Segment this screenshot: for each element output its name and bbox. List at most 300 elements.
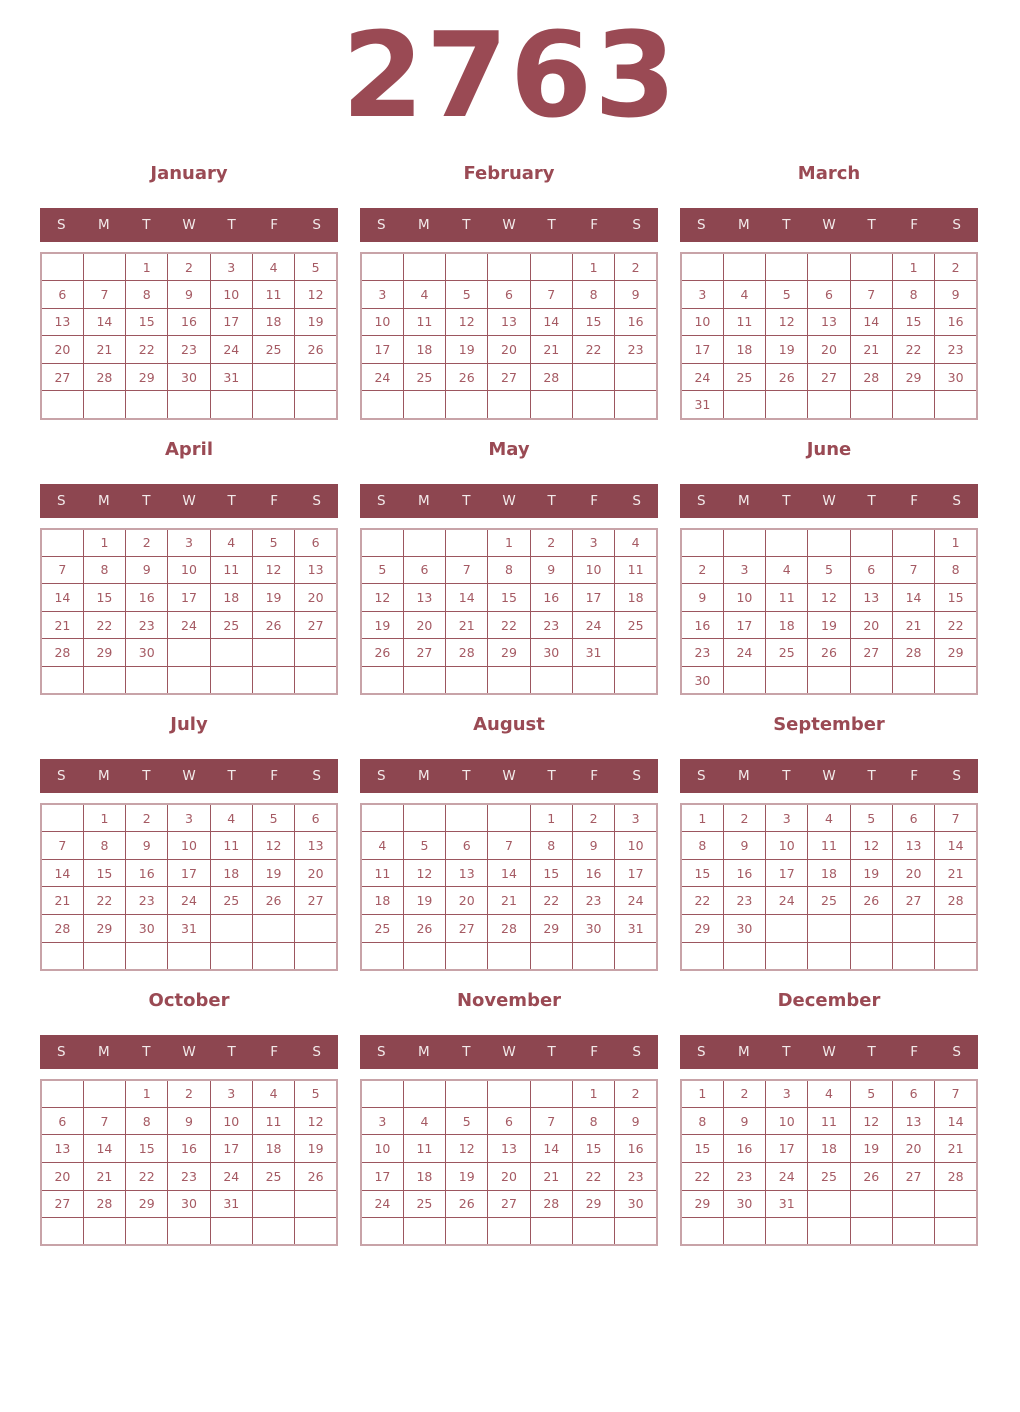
weekday-label: S	[696, 1043, 706, 1060]
month-title: April	[164, 438, 214, 460]
day-cell	[615, 391, 657, 419]
day-cell: 5	[252, 529, 294, 557]
month-table	[680, 528, 978, 696]
day-cell: 30	[572, 915, 614, 943]
day-cell	[83, 667, 125, 695]
day-cell: 21	[41, 887, 83, 915]
day-cell	[41, 942, 83, 970]
day-cell	[41, 804, 83, 832]
month-table	[360, 252, 658, 420]
week-row	[681, 1162, 977, 1190]
day-cell: 23	[723, 887, 765, 915]
day-cell	[41, 667, 83, 695]
day-cell: 15	[572, 1135, 614, 1163]
day-cell: 29	[530, 915, 572, 943]
weekday-label: W	[182, 768, 196, 785]
weekday-label: S	[312, 217, 321, 233]
day-cell: 25	[615, 611, 657, 639]
day-cell	[252, 363, 294, 391]
weekday-label: M	[738, 217, 750, 233]
weekday-label: T	[227, 1043, 236, 1060]
day-cell: 20	[892, 1135, 934, 1163]
month-block	[680, 716, 978, 971]
day-cell: 29	[935, 639, 977, 667]
month-title: November	[456, 989, 562, 1011]
day-cell	[361, 1080, 403, 1108]
day-cell	[168, 667, 210, 695]
day-cell: 19	[808, 611, 850, 639]
day-cell	[808, 391, 850, 419]
day-cell: 5	[808, 556, 850, 584]
day-cell: 21	[446, 611, 488, 639]
day-cell	[766, 915, 808, 943]
day-cell: 11	[403, 308, 445, 336]
day-cell: 12	[361, 584, 403, 612]
day-cell: 16	[168, 308, 210, 336]
day-cell	[446, 529, 488, 557]
day-cell: 15	[83, 584, 125, 612]
day-cell: 6	[488, 281, 530, 309]
day-cell: 21	[83, 336, 125, 364]
day-cell: 30	[681, 667, 723, 695]
day-cell: 3	[168, 804, 210, 832]
day-cell: 22	[572, 336, 614, 364]
day-cell: 17	[361, 336, 403, 364]
day-cell	[615, 639, 657, 667]
day-cell: 11	[723, 308, 765, 336]
day-cell: 13	[41, 1135, 83, 1163]
day-cell: 28	[41, 639, 83, 667]
weekday-label: T	[462, 768, 471, 785]
day-cell: 27	[446, 915, 488, 943]
day-cell	[361, 529, 403, 557]
day-cell	[572, 1218, 614, 1246]
weekday-label: M	[98, 492, 110, 509]
weekday-label: M	[418, 217, 430, 233]
day-cell: 7	[850, 281, 892, 309]
day-cell	[295, 1218, 337, 1246]
day-cell	[766, 529, 808, 557]
day-cell: 5	[446, 281, 488, 309]
day-cell: 24	[615, 887, 657, 915]
weekday-label: S	[632, 217, 641, 233]
day-cell: 5	[446, 1107, 488, 1135]
day-cell: 30	[530, 639, 572, 667]
weekday-label: T	[227, 768, 236, 785]
weekday-header	[40, 759, 338, 793]
day-cell: 15	[83, 859, 125, 887]
day-cell	[83, 253, 125, 281]
day-cell	[723, 529, 765, 557]
week-row	[41, 832, 337, 860]
day-cell	[850, 253, 892, 281]
day-cell: 2	[681, 556, 723, 584]
day-cell: 12	[850, 832, 892, 860]
weekday-label: W	[502, 1043, 516, 1060]
week-row	[681, 887, 977, 915]
day-cell	[403, 529, 445, 557]
day-cell: 11	[252, 1107, 294, 1135]
day-cell: 25	[361, 915, 403, 943]
day-cell: 14	[488, 859, 530, 887]
day-cell: 26	[446, 1190, 488, 1218]
weekday-label: T	[142, 217, 151, 233]
month-block	[360, 165, 658, 420]
day-cell	[295, 667, 337, 695]
day-cell	[530, 667, 572, 695]
month-title: December	[777, 989, 881, 1011]
day-cell	[681, 1218, 723, 1246]
weekday-label: S	[632, 492, 641, 509]
day-cell: 10	[210, 281, 252, 309]
day-cell	[210, 942, 252, 970]
day-cell: 28	[892, 639, 934, 667]
day-cell: 22	[83, 611, 125, 639]
day-cell: 2	[168, 253, 210, 281]
day-cell: 26	[403, 915, 445, 943]
week-row	[681, 1218, 977, 1246]
day-cell	[572, 391, 614, 419]
day-cell: 7	[488, 832, 530, 860]
day-cell: 23	[615, 336, 657, 364]
week-row	[41, 529, 337, 557]
day-cell: 14	[41, 584, 83, 612]
day-cell: 28	[935, 1162, 977, 1190]
day-cell: 5	[361, 556, 403, 584]
day-cell	[808, 1190, 850, 1218]
day-cell: 18	[210, 584, 252, 612]
week-row	[681, 804, 977, 832]
day-cell: 28	[530, 1190, 572, 1218]
day-cell: 18	[403, 336, 445, 364]
weekday-label: T	[782, 768, 791, 785]
day-cell: 27	[41, 363, 83, 391]
weekday-label: T	[782, 492, 791, 509]
weekday-label: S	[56, 492, 66, 509]
weekday-header	[40, 484, 338, 518]
weekday-label: S	[56, 1043, 66, 1060]
day-cell: 29	[681, 1190, 723, 1218]
day-cell	[892, 915, 934, 943]
week-row	[361, 1107, 657, 1135]
day-cell	[488, 667, 530, 695]
day-cell	[83, 391, 125, 419]
day-cell: 17	[361, 1162, 403, 1190]
weekday-header	[360, 1035, 658, 1069]
day-cell: 12	[766, 308, 808, 336]
day-cell: 16	[615, 1135, 657, 1163]
day-cell: 4	[615, 529, 657, 557]
weekday-label: M	[418, 768, 430, 785]
day-cell	[766, 253, 808, 281]
day-cell: 8	[488, 556, 530, 584]
day-cell	[83, 1080, 125, 1108]
day-cell: 18	[766, 611, 808, 639]
day-cell	[850, 1190, 892, 1218]
day-cell: 15	[126, 1135, 168, 1163]
day-cell: 12	[252, 556, 294, 584]
day-cell: 16	[723, 859, 765, 887]
day-cell: 22	[126, 336, 168, 364]
day-cell: 4	[403, 1107, 445, 1135]
day-cell: 20	[41, 1162, 83, 1190]
day-cell: 21	[41, 611, 83, 639]
day-cell: 17	[210, 1135, 252, 1163]
day-cell: 21	[83, 1162, 125, 1190]
month-table-body	[41, 804, 337, 970]
day-cell: 24	[723, 639, 765, 667]
month-block	[40, 438, 338, 696]
day-cell	[615, 1218, 657, 1246]
day-cell: 23	[572, 887, 614, 915]
day-cell: 23	[530, 611, 572, 639]
day-cell: 22	[681, 887, 723, 915]
day-cell: 1	[935, 529, 977, 557]
weekday-label: T	[782, 1043, 791, 1060]
day-cell: 16	[615, 308, 657, 336]
day-cell: 17	[168, 584, 210, 612]
day-cell	[723, 391, 765, 419]
day-cell: 26	[808, 639, 850, 667]
weekday-label: W	[502, 492, 516, 509]
day-cell: 7	[935, 804, 977, 832]
day-cell: 28	[41, 915, 83, 943]
day-cell	[295, 363, 337, 391]
week-row	[41, 391, 337, 419]
week-row	[361, 942, 657, 970]
day-cell	[892, 1190, 934, 1218]
weekday-header	[680, 484, 978, 518]
day-cell	[530, 391, 572, 419]
week-row	[681, 1190, 977, 1218]
weekday-label: T	[547, 768, 556, 785]
week-row	[41, 584, 337, 612]
day-cell: 28	[530, 363, 572, 391]
day-cell: 4	[723, 281, 765, 309]
day-cell: 21	[530, 1162, 572, 1190]
weekday-label: W	[182, 492, 196, 509]
month-table-body	[41, 1080, 337, 1246]
day-cell: 26	[446, 363, 488, 391]
day-cell	[723, 942, 765, 970]
day-cell	[808, 529, 850, 557]
day-cell: 13	[892, 1107, 934, 1135]
day-cell	[766, 1218, 808, 1246]
day-cell: 30	[126, 915, 168, 943]
day-cell: 12	[252, 832, 294, 860]
month-table	[360, 528, 658, 696]
month-table-body	[681, 529, 977, 695]
weekday-label: T	[142, 768, 151, 785]
weekday-label: F	[590, 492, 599, 509]
day-cell	[615, 942, 657, 970]
weekday-label: T	[227, 492, 236, 509]
day-cell: 5	[850, 1080, 892, 1108]
day-cell: 18	[252, 308, 294, 336]
months-grid	[40, 165, 978, 1246]
day-cell: 14	[530, 308, 572, 336]
day-cell: 3	[168, 529, 210, 557]
day-cell: 8	[572, 1107, 614, 1135]
day-cell: 27	[808, 363, 850, 391]
day-cell: 13	[295, 832, 337, 860]
day-cell	[766, 391, 808, 419]
day-cell: 6	[850, 556, 892, 584]
day-cell: 10	[766, 832, 808, 860]
day-cell: 27	[403, 639, 445, 667]
day-cell: 8	[126, 281, 168, 309]
weekday-label: S	[696, 492, 706, 509]
day-cell	[530, 1080, 572, 1108]
day-cell: 4	[766, 556, 808, 584]
month-block	[360, 438, 658, 696]
weekday-label: M	[98, 1043, 110, 1060]
month-table	[680, 1079, 978, 1247]
day-cell: 12	[295, 281, 337, 309]
day-cell: 7	[41, 556, 83, 584]
day-cell: 5	[252, 804, 294, 832]
day-cell	[295, 1190, 337, 1218]
day-cell: 7	[83, 281, 125, 309]
weekday-label: M	[738, 1043, 750, 1060]
weekday-header	[680, 208, 978, 242]
day-cell: 26	[361, 639, 403, 667]
day-cell: 7	[83, 1107, 125, 1135]
day-cell: 7	[892, 556, 934, 584]
day-cell: 15	[681, 1135, 723, 1163]
day-cell: 21	[935, 1135, 977, 1163]
weekday-label: S	[312, 492, 321, 509]
month-title: September	[773, 714, 885, 736]
day-cell: 15	[488, 584, 530, 612]
day-cell: 20	[41, 336, 83, 364]
day-cell: 8	[126, 1107, 168, 1135]
day-cell: 11	[808, 832, 850, 860]
day-cell	[403, 1218, 445, 1246]
day-cell	[446, 667, 488, 695]
weekday-label: M	[98, 217, 110, 233]
day-cell	[850, 391, 892, 419]
day-cell	[615, 363, 657, 391]
month-block	[680, 165, 978, 420]
week-row	[41, 804, 337, 832]
day-cell: 14	[935, 832, 977, 860]
day-cell: 11	[210, 832, 252, 860]
day-cell	[361, 1218, 403, 1246]
day-cell: 2	[126, 804, 168, 832]
day-cell: 12	[403, 859, 445, 887]
day-cell: 29	[126, 1190, 168, 1218]
day-cell: 17	[210, 308, 252, 336]
day-cell: 27	[295, 887, 337, 915]
day-cell: 10	[723, 584, 765, 612]
day-cell: 10	[615, 832, 657, 860]
day-cell: 6	[892, 1080, 934, 1108]
week-row	[41, 1135, 337, 1163]
day-cell	[210, 915, 252, 943]
day-cell: 20	[488, 336, 530, 364]
day-cell: 18	[361, 887, 403, 915]
weekday-label: T	[462, 492, 471, 509]
week-row	[681, 859, 977, 887]
day-cell: 4	[252, 253, 294, 281]
weekday-label: M	[418, 492, 430, 509]
day-cell: 16	[723, 1135, 765, 1163]
day-cell: 18	[403, 1162, 445, 1190]
week-row	[41, 1190, 337, 1218]
day-cell: 9	[935, 281, 977, 309]
day-cell: 18	[615, 584, 657, 612]
week-row	[361, 1080, 657, 1108]
day-cell: 25	[403, 363, 445, 391]
day-cell: 1	[892, 253, 934, 281]
weekday-label: T	[867, 217, 876, 233]
day-cell: 28	[850, 363, 892, 391]
day-cell: 23	[615, 1162, 657, 1190]
day-cell: 23	[168, 336, 210, 364]
day-cell: 27	[850, 639, 892, 667]
day-cell: 12	[446, 1135, 488, 1163]
day-cell: 9	[681, 584, 723, 612]
day-cell: 11	[361, 859, 403, 887]
day-cell	[935, 391, 977, 419]
day-cell: 4	[808, 804, 850, 832]
day-cell: 1	[681, 804, 723, 832]
day-cell	[808, 253, 850, 281]
week-row	[681, 556, 977, 584]
week-row	[41, 859, 337, 887]
day-cell: 1	[488, 529, 530, 557]
weekday-label: F	[910, 1043, 919, 1060]
day-cell	[126, 667, 168, 695]
day-cell: 14	[41, 859, 83, 887]
weekday-label: M	[738, 492, 750, 509]
day-cell: 1	[83, 529, 125, 557]
week-row	[681, 253, 977, 281]
day-cell	[572, 942, 614, 970]
weekday-label: F	[270, 217, 279, 233]
day-cell: 19	[295, 308, 337, 336]
day-cell: 26	[766, 363, 808, 391]
day-cell: 17	[615, 859, 657, 887]
day-cell: 19	[850, 859, 892, 887]
day-cell: 17	[723, 611, 765, 639]
day-cell: 9	[615, 1107, 657, 1135]
day-cell	[41, 1218, 83, 1246]
day-cell	[572, 363, 614, 391]
day-cell: 28	[83, 363, 125, 391]
day-cell: 8	[892, 281, 934, 309]
day-cell: 11	[808, 1107, 850, 1135]
day-cell	[488, 391, 530, 419]
day-cell	[892, 942, 934, 970]
week-row	[361, 667, 657, 695]
week-row	[361, 887, 657, 915]
day-cell: 21	[935, 859, 977, 887]
day-cell: 13	[488, 1135, 530, 1163]
month-block	[360, 716, 658, 971]
month-table	[40, 252, 338, 420]
month-block	[680, 438, 978, 696]
day-cell	[766, 942, 808, 970]
day-cell	[361, 667, 403, 695]
day-cell: 24	[210, 336, 252, 364]
day-cell: 19	[252, 584, 294, 612]
month-title: May	[488, 438, 530, 460]
day-cell: 17	[681, 336, 723, 364]
week-row	[681, 639, 977, 667]
day-cell: 16	[935, 308, 977, 336]
